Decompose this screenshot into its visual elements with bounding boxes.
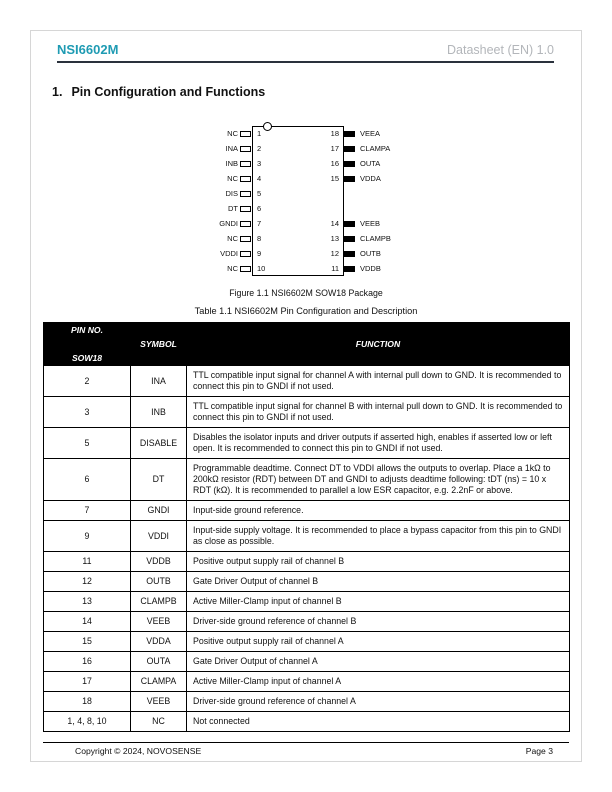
cell-function: Active Miller-Clamp input of channel A [187, 672, 570, 692]
cell-pin: 12 [44, 572, 131, 592]
section-title [52, 85, 265, 99]
pin-5-label: DIS [225, 189, 238, 198]
cell-pin: 3 [44, 397, 131, 428]
cell-pin: 7 [44, 501, 131, 521]
pin-row-OUTB [44, 572, 570, 592]
cell-symbol: INB [131, 397, 187, 428]
pin-row-VDDB [44, 552, 570, 572]
col-header-symbol: SYMBOL [131, 323, 187, 366]
package-header-label: SOW18 [71, 353, 103, 363]
pin-row-INA [44, 366, 570, 397]
pin-13-pad [344, 236, 355, 242]
cell-pin: 1, 4, 8, 10 [44, 712, 131, 732]
page-footer [75, 746, 553, 756]
section-title-text: Pin Configuration and Functions [71, 85, 266, 99]
page-number: Page 3 [525, 746, 553, 756]
pin-5-pad [240, 191, 251, 197]
cell-pin: 16 [44, 652, 131, 672]
cell-symbol: VDDB [131, 552, 187, 572]
pin-17-pad [344, 146, 355, 152]
pin-row-NC [44, 712, 570, 732]
doc-version-label: Datasheet (EN) 1.0 [447, 43, 554, 57]
cell-symbol: VDDA [131, 632, 187, 652]
pin-row-VEEB [44, 692, 570, 712]
cell-symbol: VDDI [131, 521, 187, 552]
copyright-text: Copyright © 2024, NOVOSENSE [75, 746, 202, 756]
pin-17-number: 17 [330, 144, 339, 153]
cell-function: Active Miller-Clamp input of channel B [187, 592, 570, 612]
pin-row-GNDI [44, 501, 570, 521]
cell-function: TTL compatible input signal for channel B with internal pull down to GND. It is recommended to connect this pin to GNDI if not used. [187, 397, 570, 428]
package-diagram [0, 122, 612, 286]
cell-pin: 9 [44, 521, 131, 552]
pin-18-pad [344, 131, 355, 137]
pin-1-number: 1 [257, 129, 262, 138]
cell-symbol: DISABLE [131, 428, 187, 459]
section-number: 1. [52, 85, 63, 99]
cell-function: Not connected [187, 712, 570, 732]
cell-symbol: OUTA [131, 652, 187, 672]
page-header [57, 42, 554, 57]
pin-10-label: NC [227, 264, 238, 273]
table-header-row [44, 323, 570, 366]
pin-18-label: VEEA [360, 129, 381, 138]
pin-row-DISABLE [44, 428, 570, 459]
cell-symbol: OUTB [131, 572, 187, 592]
pin-row-VEEB [44, 612, 570, 632]
product-title: NSI6602M [57, 42, 119, 57]
pin-9-label: VDDI [220, 249, 238, 258]
cell-function: Input-side supply voltage. It is recommended to place a bypass capacitor from this pin to GNDI as close as possible. [187, 521, 570, 552]
cell-pin: 5 [44, 428, 131, 459]
cell-function: Gate Driver Output of channel B [187, 572, 570, 592]
pin-6-pad [240, 206, 251, 212]
cell-function: Input-side ground reference. [187, 501, 570, 521]
pin-14-pad [344, 221, 355, 227]
pin-6-label: DT [228, 204, 238, 213]
footer-rule [43, 742, 569, 743]
cell-pin: 13 [44, 592, 131, 612]
cell-function: Gate Driver Output of channel A [187, 652, 570, 672]
cell-pin: 6 [44, 459, 131, 501]
cell-pin: 17 [44, 672, 131, 692]
pin-row-DT [44, 459, 570, 501]
pin-15-pad [344, 176, 355, 182]
pin-no-header-label: PIN NO. [71, 325, 103, 335]
cell-symbol: CLAMPB [131, 592, 187, 612]
cell-function: Positive output supply rail of channel A [187, 632, 570, 652]
cell-symbol: CLAMPA [131, 672, 187, 692]
cell-symbol: DT [131, 459, 187, 501]
cell-function: Driver-side ground reference of channel A [187, 692, 570, 712]
cell-function: Driver-side ground reference of channel B [187, 612, 570, 632]
pin-16-label: OUTA [360, 159, 381, 168]
cell-symbol: INA [131, 366, 187, 397]
cell-function: Disables the isolator inputs and driver outputs if asserted high, enables if asserted low or left open. It is recommended to connect this pin to GNDI if not used. [187, 428, 570, 459]
pin-8-label: NC [227, 234, 238, 243]
cell-pin: 2 [44, 366, 131, 397]
pin-12-number: 12 [330, 249, 339, 258]
pin-7-number: 7 [257, 219, 262, 228]
pin-3-number: 3 [257, 159, 262, 168]
pin-15-number: 15 [330, 174, 339, 183]
pin-7-label: GNDI [219, 219, 238, 228]
pin-table [43, 322, 570, 732]
pin-11-label: VDDB [360, 264, 381, 273]
pin-12-pad [344, 251, 355, 257]
cell-pin: 11 [44, 552, 131, 572]
pin-14-label: VEEB [360, 219, 381, 228]
cell-function: Positive output supply rail of channel B [187, 552, 570, 572]
pin-16-number: 16 [330, 159, 339, 168]
pin-2-number: 2 [257, 144, 262, 153]
pin-4-pad [240, 176, 251, 182]
pin-14-number: 14 [330, 219, 339, 228]
cell-symbol: VEEB [131, 612, 187, 632]
col-header-function: FUNCTION [187, 323, 570, 366]
pin-row-VDDA [44, 632, 570, 652]
pin-8-number: 8 [257, 234, 262, 243]
table-caption: Table 1.1 NSI6602M Pin Configuration and Description [194, 306, 418, 316]
pin-2-pad [240, 146, 251, 152]
pin-9-pad [240, 251, 251, 257]
pin-8-pad [240, 236, 251, 242]
pin-17-label: CLAMPA [360, 144, 391, 153]
cell-symbol: GNDI [131, 501, 187, 521]
pin-7-pad [240, 221, 251, 227]
pin-11-pad [344, 266, 355, 272]
cell-pin: 15 [44, 632, 131, 652]
pin-1-label: NC [227, 129, 238, 138]
pin-3-pad [240, 161, 251, 167]
pin-row-OUTA [44, 652, 570, 672]
header-rule [57, 61, 554, 63]
pin-13-label: CLAMPB [360, 234, 391, 243]
col-header-pin-no [44, 323, 131, 366]
pin-row-CLAMPA [44, 672, 570, 692]
pin-16-pad [344, 161, 355, 167]
pin-4-number: 4 [257, 174, 262, 183]
pin-1-pad [240, 131, 251, 137]
pin-11-number: 11 [331, 264, 339, 273]
figure-caption: Figure 1.1 NSI6602M SOW18 Package [229, 288, 383, 298]
pin-9-number: 9 [257, 249, 262, 258]
pin-2-label: INA [225, 144, 238, 153]
pin-3-label: INB [225, 159, 238, 168]
pin-10-pad [240, 266, 251, 272]
cell-symbol: VEEB [131, 692, 187, 712]
pin-15-label: VDDA [360, 174, 381, 183]
cell-pin: 14 [44, 612, 131, 632]
pin-13-number: 13 [330, 234, 339, 243]
cell-pin: 18 [44, 692, 131, 712]
cell-function: Programmable deadtime. Connect DT to VDDI allows the outputs to overlap. Place a 1kΩ to 200kΩ resistor (RDT) between DT and GNDI to adjusts deadtime following: tDT (ns) = 10 x RDT (kΩ). It is recommended to parallel a low ESR capacitor, e.g. 2.2nF or above. [187, 459, 570, 501]
pin-6-number: 6 [257, 204, 262, 213]
pin-10-number: 10 [257, 264, 266, 273]
pin-12-label: OUTB [360, 249, 381, 258]
pin-row-INB [44, 397, 570, 428]
pin-4-label: NC [227, 174, 238, 183]
cell-function: TTL compatible input signal for channel A with internal pull down to GND. It is recommended to connect this pin to GNDI if not used. [187, 366, 570, 397]
pin1-marker-circle [263, 122, 272, 131]
pin-18-number: 18 [330, 129, 339, 138]
pin-row-VDDI [44, 521, 570, 552]
pin-row-CLAMPB [44, 592, 570, 612]
pin-5-number: 5 [257, 189, 262, 198]
cell-symbol: NC [131, 712, 187, 732]
